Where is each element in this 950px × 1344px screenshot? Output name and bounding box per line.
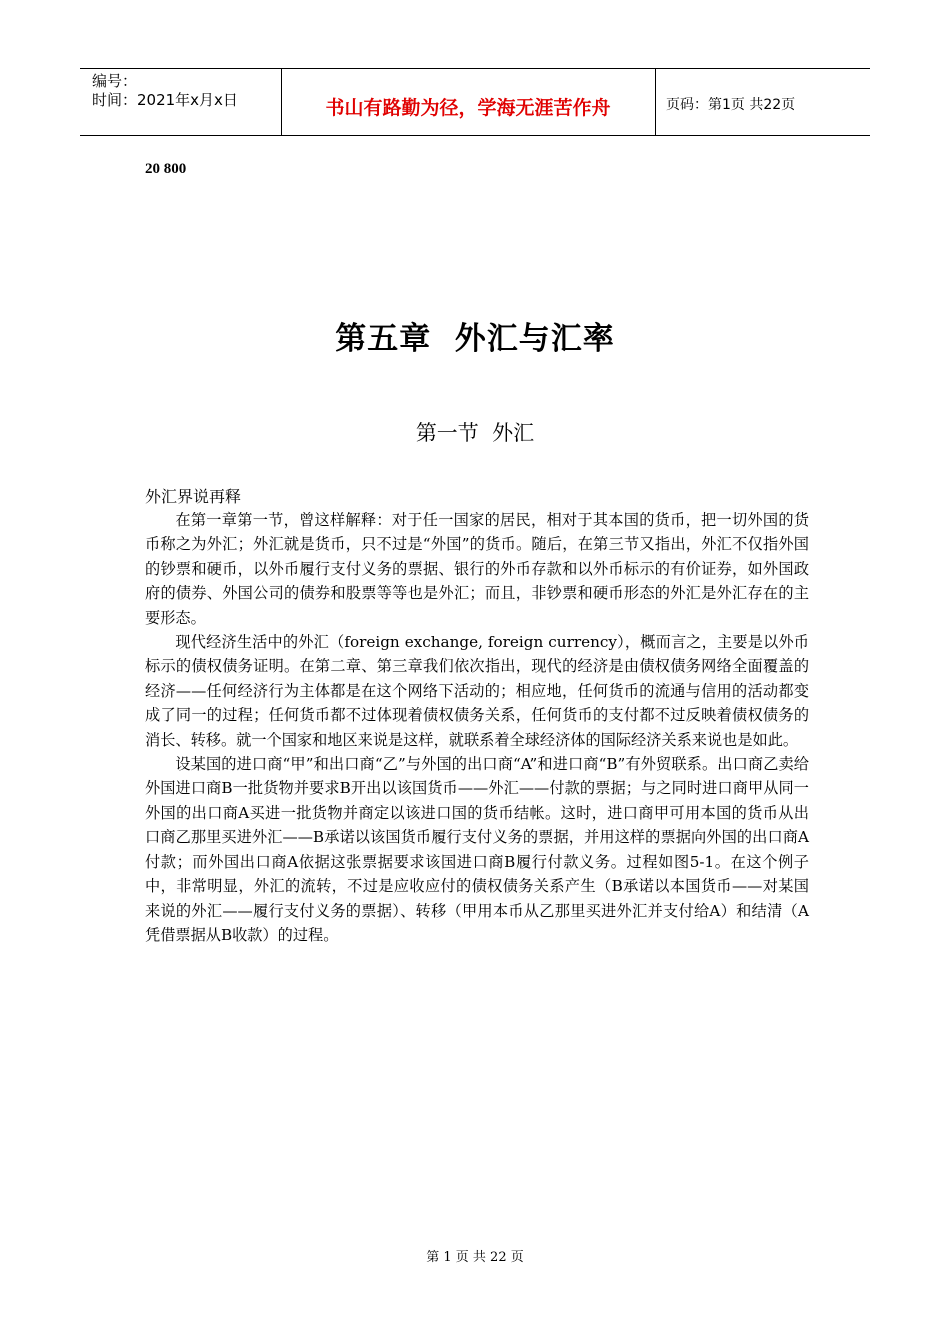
section-title: 第一节 外汇: [415, 421, 535, 445]
header-bottom-rule: [80, 135, 870, 136]
paragraph-2: 现代经济生活中的外汇（foreign exchange, foreign currency），概而言之，主要是以外币标示的债权债务证明。在第二章、第三章我们依次指出，现代的经济是由债权债务网络全面覆盖的经济——任何经济行为主体都是在这个网络下活动的；相应地，任何货币的流通与信用的活动都变成了同一的过程；任何货币都不过体现着债权债务关系，任何货币的支付都不过反映着债权债务的消长、转移。就一个国家和地区来说是这样，就联系着全球经济体的国际经济关系来说也是如此。: [145, 633, 809, 749]
subheading: 外汇界说再释: [145, 487, 242, 506]
header-page-info: 页码：第1页 共22页: [666, 97, 796, 113]
paragraph-1: 在第一章第一节，曾这样解释：对于任一国家的居民，相对于其本国的货币，把一切外国的货币称之为外汇；外汇就是货币，只不过是“外国”的货币。随后，在第三节又指出，外汇不仅指外国的钞票和硬币，以外币履行支付义务的票据、银行的外币存款和以外币标示的有价证券，如外国政府的债券、外国公司的债券和股票等等也是外汇；而且，非钞票和硬币形态的外汇是外汇存在的主要形态。: [145, 511, 809, 627]
header-left-cell: [92, 72, 238, 110]
document-code: 20 800: [145, 161, 187, 177]
header-time-label: 时间：2021年x月x日: [92, 91, 238, 109]
header-divider-right: [655, 68, 656, 135]
paragraph-3: 设某国的进口商“甲”和出口商“乙”与外国的出口商“A”和进口商“B”有外贸联系。出口商乙卖给外国进口商B一批货物并要求B开出以该国货币——外汇——付款的票据；与之同时进口商甲从同一外国的出口商A买进一批货物并商定以该进口国的货币结帐。这时，进口商甲可用本国的货币从出口商乙那里买进外汇——B承诺以该国货币履行支付义务的票据，并用这样的票据向外国的出口商A付款；而外国出口商A依据这张票据要求该国进口商B履行付款义务。过程如图5-1。在这个例子中，非常明显，外汇的流转，不过是应收应付的债权债务关系产生（B承诺以本国货币——对某国来说的外汇——履行支付义务的票据）、转移（甲用本币从乙那里买进外汇并支付给A）和结清（A凭借票据从B收款）的过程。: [145, 755, 809, 944]
chapter-title: 第五章 外汇与汇率: [335, 321, 615, 357]
body-text: [145, 508, 809, 947]
page-footer: 第 1 页 共 22 页: [426, 1250, 524, 1265]
header-top-rule: [80, 68, 870, 69]
header-motto: 书山有路勤为径，学海无涯苦作舟: [325, 97, 611, 119]
header-number-label: 编号：: [92, 72, 138, 90]
